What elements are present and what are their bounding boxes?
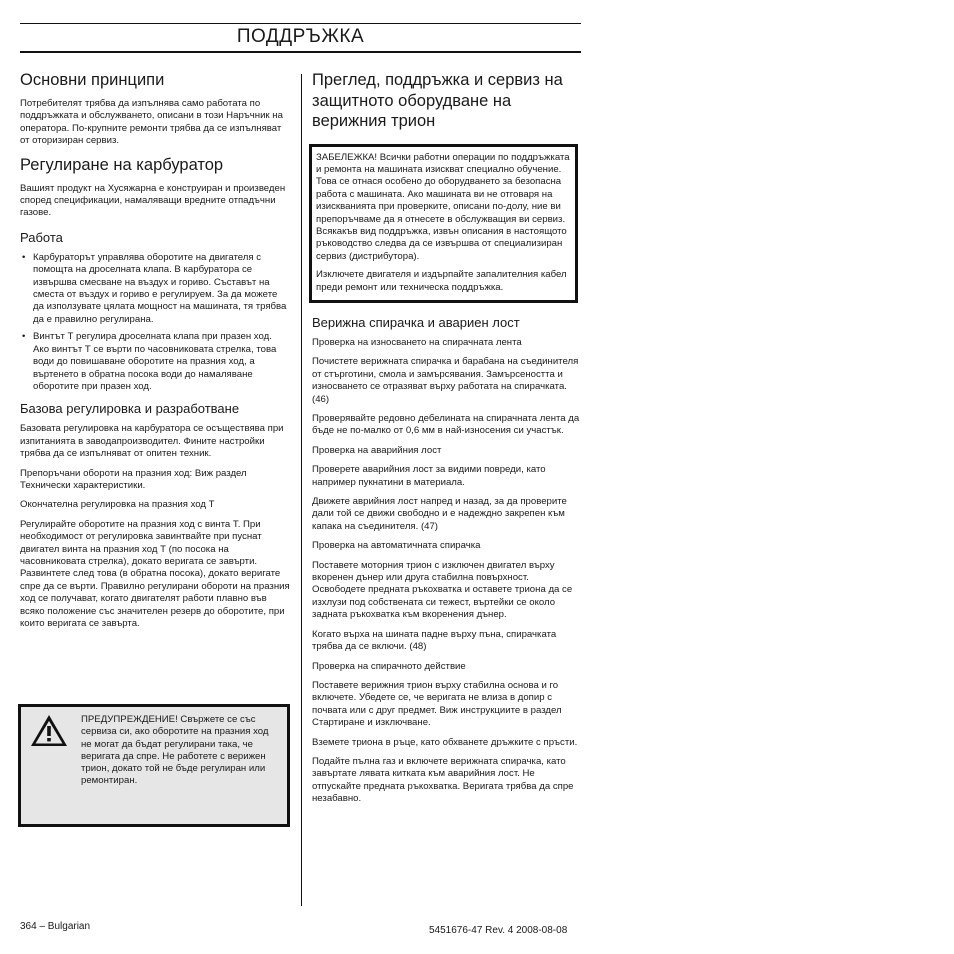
- text-basic-2: Препоръчани обороти на празния ход: Виж раздел Технически характеристики.: [20, 467, 247, 491]
- list-item: • Карбураторът управлява оборотите на двигателя с помощта на дроселната клапа. В карбуратора се извършва смесване на въздух и гориво. Съставът на сместа от въздух и гориво е регулируем. За да можете да използувате цялата мощност на машината, тя трябва да е правилно регулирана.: [22, 251, 287, 325]
- text-brake-action-test: Подайте пълна газ и включете верижната спирачка, като завъртате лявата китката към аварийния лост. Не отпускайте предната ръкохватка. Веригата трябва да спре незабавно.: [312, 755, 574, 805]
- heading-carburetor: Регулиране на карбуратор: [20, 155, 224, 174]
- heading-principles: Основни принципи: [20, 71, 165, 89]
- heading-work: Работа: [20, 229, 63, 245]
- text-basic-3: Окончателна регулировка на празния ход Т: [20, 499, 215, 511]
- text-auto-brake-result: Когато върха на шината падне върху пъна, спирачката трябва да се включи. (48): [312, 628, 557, 653]
- text-auto-brake-check: Проверка на автоматичната спирачка: [312, 540, 481, 552]
- text-lever-damage: Проверете аварийния лост за видими повреди, като например пукнатини в материала.: [312, 464, 546, 488]
- note-text-1: ЗАБЕЛЕЖКА! Всички работни операции по поддръжката и ремонта на машината изискват специално обучение. Това се отнася особено до оборудването за безопасна работа с машината. Ако машината ви не отговаря на изискванията при проверките, описани по-долу, ние ви препоръчваме да я отнесете в обслужващия ви сервиз. Всякакъв вид поддръжка, извън описания в настоящото ръководство следва да се извършва от специализиран сервиз (дистрибутора).: [316, 151, 570, 262]
- left-column: [20, 70, 290, 637]
- column-divider: [301, 74, 302, 906]
- text-lever-move: Движете аврийния лост напред и назад, за да проверите дали той се движи свободно и е надеждно закрепен към капака на съединителя. (47): [312, 496, 567, 532]
- text-brake-band-check: Проверка на износването на спирачната лента: [312, 336, 522, 348]
- text-band-thickness: Проверявайте редовно дебелината на спирачната лента да бъде не по-малко от 0,6 мм в най-износения си участък.: [312, 413, 580, 437]
- warning-text: ПРЕДУПРЕЖДЕНИЕ! Свържете се със сервиза си, ако оборотите на празния ход не могат да бъдат регулирани така, че веригата да спре. Не работете с верижен трион, докато той не бъде регулиран или ремонтиран.: [81, 714, 269, 787]
- list-item: • Винтът Т регулира дроселната клапа при празен ход. Ако винтът Т се върти по часовниковата стрелка, това води до повишаване оборотите на празния ход, а въртенето в обратна посока води до намаляване оборотите при празен ход.: [22, 331, 277, 392]
- text-auto-brake-procedure: Поставете моторния трион с изключен двигател върху вкоренен дънер или друга стабилна повърхност. Освободете предната ръкохватка и оставете триона да се изхлузи под собствената си тежест, въртейки се около задната ръкохватка към вкоренения дънер.: [312, 559, 573, 621]
- text-brake-action-grip: Вземете триона в ръце, като обхванете дръжките с пръсти.: [312, 736, 578, 748]
- text-principles: Потребителят трябва да изпълнява само работата по поддръжката и обслужването, описани в този Наръчник на оператора. По-крупните ремонти трябва да се изпълняват от оторизиран сервиз.: [20, 98, 283, 147]
- warning-box: [18, 704, 290, 827]
- heading-review: Преглед, поддръжка и сервиз на защитното оборудване на верижния трион: [312, 71, 563, 130]
- text-basic-4: Регулирайте оборотите на празния ход с винта Т. При необходимост от регулировка завинтвайте при пуснат двигател винта на празния ход Т (по посока на часовниковата стрелка), докато веригата се завърти. Развинтете след това (в обратна посока), докато веригате спре да се върти. Правилно регулирани обороти на празния ход се получават, когато двигателят работи плавно във всяко положение със значителен резерв до оборотите, при които веригата се завърта.: [20, 518, 290, 629]
- text-lever-check: Проверка на аварийния лост: [312, 444, 442, 456]
- heading-basic-adjustment: Базова регулировка и разработване: [20, 401, 240, 417]
- text-brake-action-setup: Поставете верижния трион върху стабилна основа и го включете. Убедете се, че веригата не влиза в допир с почвата или с друг предмет. Виж инструкциите в раздел Стартиране и изключване.: [312, 679, 562, 729]
- page-number: 364 – Bulgarian: [20, 921, 91, 932]
- right-column: [312, 70, 580, 813]
- header-rule-top: [20, 23, 581, 24]
- text-carburetor: Вашият продукт на Хусяжарна е конструиран и произведен според спецификации, намаляващи вредните отпадъчни газове.: [20, 182, 286, 219]
- work-list: [20, 252, 290, 393]
- text-clean-brake: Почистете верижната спирачка и барабана на съединителя от стърготини, смола и замърсявания. Замърсеността и износването се отразяват върху работата на спирачката. (46): [312, 356, 579, 405]
- page-title: ПОДДРЪЖКА: [236, 26, 365, 47]
- document-revision: 5451676-47 Rev. 4 2008-08-08: [429, 925, 568, 936]
- text-brake-action-check: Проверка на спирачното действие: [312, 660, 466, 672]
- warning-triangle-icon: [29, 713, 69, 749]
- heading-chain-brake: Верижна спирачка и авариен лост: [312, 314, 520, 330]
- header-rule-bottom: [20, 51, 581, 53]
- text-basic-1: Базовата регулировка на карбуратора се осъществява при изпитанията в заводапроизводител. Фините настройки трябва да се изпълняват от опитен техник.: [20, 423, 284, 460]
- note-text-2: Изключете двигателя и издърпайте запалителния кабел преди ремонт или техническа поддръжка.: [316, 269, 567, 293]
- note-box: [309, 144, 578, 303]
